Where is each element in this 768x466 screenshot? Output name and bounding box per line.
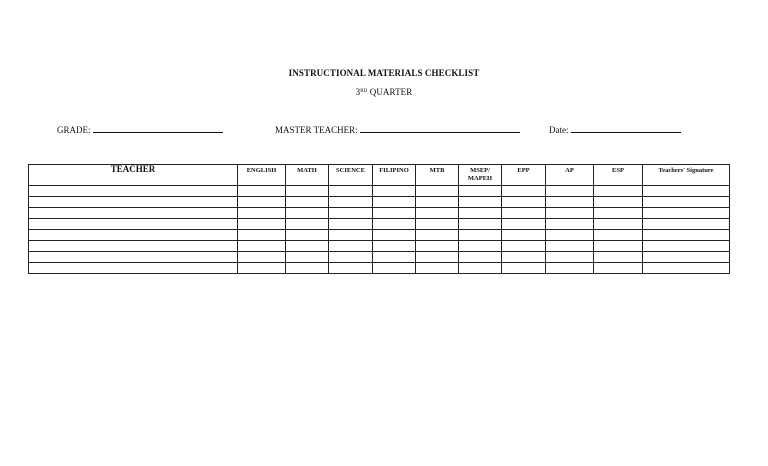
table-cell[interactable] [502,252,546,263]
table-cell[interactable] [373,219,416,230]
table-cell[interactable] [373,208,416,219]
table-cell[interactable] [459,241,502,252]
table-cell[interactable] [329,186,373,197]
table-cell[interactable] [643,263,730,274]
table-cell[interactable] [546,186,594,197]
table-cell[interactable] [594,219,643,230]
table-cell[interactable] [546,197,594,208]
table-cell[interactable] [238,241,286,252]
quarter-label: QUARTER [369,87,413,97]
table-cell[interactable] [546,263,594,274]
column-header-filipino: FILIPINO [373,165,416,186]
table-cell[interactable] [29,208,238,219]
quarter-heading [0,87,768,97]
table-cell[interactable] [416,252,459,263]
table-cell[interactable] [373,230,416,241]
table-cell[interactable] [459,197,502,208]
table-cell[interactable] [643,186,730,197]
table-cell[interactable] [502,263,546,274]
table-cell[interactable] [459,208,502,219]
table-header-row [29,165,730,186]
table-cell[interactable] [416,219,459,230]
column-header-math: MATH [286,165,329,186]
document-title: INSTRUCTIONAL MATERIALS CHECKLIST [288,68,480,78]
table-cell[interactable] [238,197,286,208]
table-cell[interactable] [594,252,643,263]
table-cell[interactable] [416,263,459,274]
table-cell[interactable] [286,263,329,274]
table-row [29,197,730,208]
table-cell[interactable] [594,241,643,252]
table-cell[interactable] [373,263,416,274]
table-cell[interactable] [416,230,459,241]
column-header-mtb: MTB [416,165,459,186]
table-cell[interactable] [459,219,502,230]
table-cell[interactable] [502,241,546,252]
table-cell[interactable] [594,230,643,241]
table-cell[interactable] [594,186,643,197]
table-cell[interactable] [286,208,329,219]
table-row [29,263,730,274]
table-cell[interactable] [502,208,546,219]
quarter-number: 3 [355,87,361,97]
table-cell[interactable] [502,230,546,241]
table-cell[interactable] [373,197,416,208]
table-cell[interactable] [546,230,594,241]
table-cell[interactable] [329,252,373,263]
table-row [29,186,730,197]
table-cell[interactable] [286,252,329,263]
table-cell[interactable] [416,197,459,208]
quarter-suffix: RD [360,89,368,94]
date-blank[interactable] [571,124,681,133]
column-header-english: ENGLISH [238,165,286,186]
grade-blank[interactable] [93,124,223,133]
table-cell[interactable] [329,197,373,208]
table-cell[interactable] [286,230,329,241]
table-cell[interactable] [416,186,459,197]
table-cell[interactable] [546,208,594,219]
table-cell[interactable] [238,219,286,230]
table-cell[interactable] [502,219,546,230]
column-header-science: SCIENCE [329,165,373,186]
table-cell[interactable] [329,208,373,219]
table-cell[interactable] [286,197,329,208]
date-field [549,124,681,135]
table-cell[interactable] [459,252,502,263]
table-cell[interactable] [643,208,730,219]
table-cell[interactable] [29,241,238,252]
table-row [29,241,730,252]
table-row [29,230,730,241]
table-cell[interactable] [329,219,373,230]
table-cell[interactable] [643,241,730,252]
table-cell[interactable] [29,219,238,230]
table-cell[interactable] [643,230,730,241]
table-cell[interactable] [238,230,286,241]
table-cell[interactable] [373,252,416,263]
checklist-table [28,164,730,274]
table-cell[interactable] [459,263,502,274]
table-cell[interactable] [238,263,286,274]
table-cell[interactable] [286,186,329,197]
table-cell[interactable] [546,219,594,230]
table-cell[interactable] [546,252,594,263]
table-row [29,208,730,219]
table-cell[interactable] [29,230,238,241]
table-cell[interactable] [546,241,594,252]
table-cell[interactable] [329,263,373,274]
master-teacher-field [275,124,520,135]
table-cell[interactable] [643,197,730,208]
table-cell[interactable] [286,241,329,252]
column-header-signature: Teachers' Signature [643,165,730,186]
table-cell[interactable] [373,241,416,252]
table-cell[interactable] [329,241,373,252]
table-cell[interactable] [329,230,373,241]
table-cell[interactable] [286,219,329,230]
table-cell[interactable] [373,186,416,197]
table-row [29,252,730,263]
column-header-teacher: TEACHER [29,165,238,186]
master-teacher-blank[interactable] [360,124,520,133]
master-teacher-label: MASTER TEACHER: [275,125,358,135]
table-cell[interactable] [238,208,286,219]
table-cell[interactable] [238,186,286,197]
grade-label: GRADE: [57,125,91,135]
table-cell[interactable] [502,197,546,208]
table-cell[interactable] [416,208,459,219]
table-cell[interactable] [416,241,459,252]
table-cell[interactable] [643,252,730,263]
column-header-epp: EPP [502,165,546,186]
table-cell[interactable] [459,230,502,241]
table-cell[interactable] [459,186,502,197]
column-header-ap: AP [546,165,594,186]
table-cell[interactable] [594,208,643,219]
table-cell[interactable] [29,186,238,197]
table-cell[interactable] [643,219,730,230]
grade-field [57,124,223,135]
table-cell[interactable] [502,186,546,197]
table-row [29,219,730,230]
table-cell[interactable] [29,252,238,263]
column-header-msep-mapeh: MSEP/ MAPEH [459,165,502,186]
table-cell[interactable] [29,197,238,208]
date-label: Date: [549,125,569,135]
table-cell[interactable] [594,197,643,208]
column-header-esp: ESP [594,165,643,186]
table-cell[interactable] [238,252,286,263]
table-cell[interactable] [29,263,238,274]
table-cell[interactable] [594,263,643,274]
